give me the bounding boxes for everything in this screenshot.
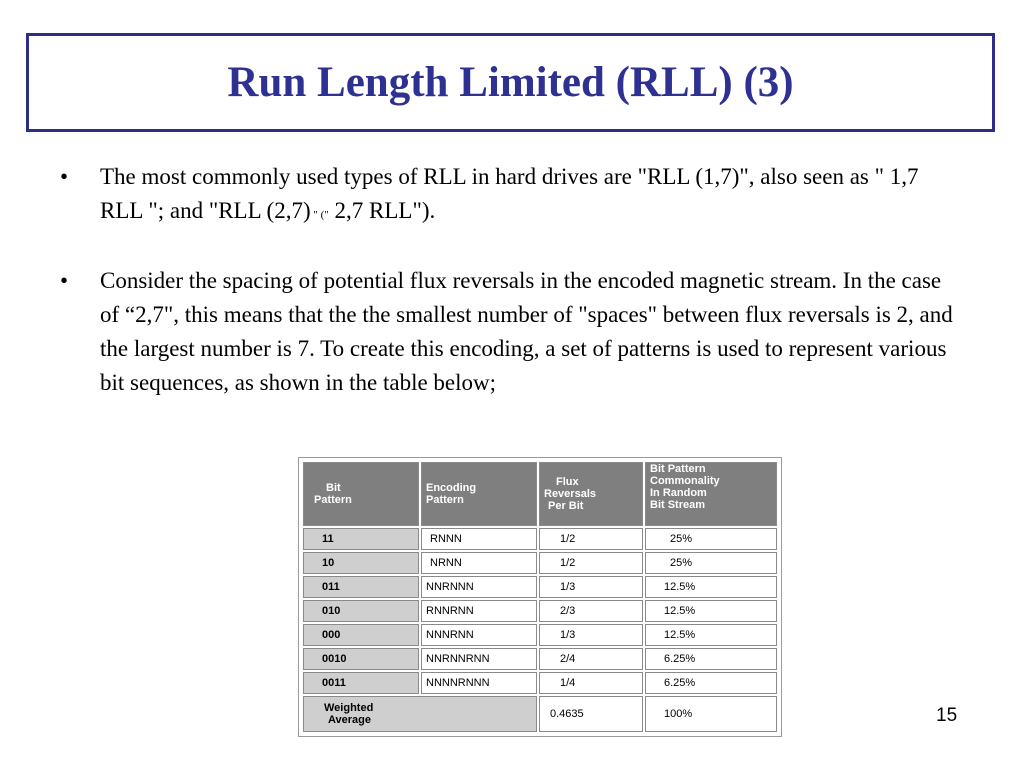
header-line: Encoding: [426, 482, 477, 494]
cell-commonality: 12.5%: [645, 576, 777, 598]
cell-encoding: NNRNNN: [421, 576, 537, 598]
header-line: Bit: [326, 482, 341, 494]
cell-commonality: 12.5%: [645, 624, 777, 646]
cell-bit-pattern: 0010: [303, 648, 419, 670]
bullet-text: Consider the spacing of potential flux reversals in the encoded magnetic stream. In the case of “2,7", this means that the the smallest number of "spaces" between flux reversals is 2, and the largest number is 7. To create this encoding, a set of patterns is used to represent various bit sequences, as shown in the table below;: [100, 268, 953, 395]
cell-flux: 2/3: [539, 600, 643, 622]
table-row: [303, 528, 777, 550]
slide-title: Run Length Limited (RLL) (3): [227, 59, 794, 106]
header-line: Flux: [556, 476, 579, 488]
header-flux-reversals: [539, 462, 643, 526]
cell-flux: 2/4: [539, 648, 643, 670]
weighted-average-label: [303, 696, 537, 732]
header-line: Commonality: [650, 475, 720, 487]
bullet-item: [60, 264, 960, 400]
cell-bit-pattern: 10: [303, 552, 419, 574]
bullet-text-end: 2,7 RLL").: [328, 198, 436, 223]
table-footer-row: [303, 696, 777, 732]
cell-flux: 1/2: [539, 552, 643, 574]
footer-label-line: Weighted: [324, 702, 374, 714]
cell-commonality: 25%: [645, 528, 777, 550]
cell-commonality: 6.25%: [645, 648, 777, 670]
cell-bit-pattern: 010: [303, 600, 419, 622]
cell-flux: 1/3: [539, 624, 643, 646]
cell-bit-pattern: 011: [303, 576, 419, 598]
cell-flux: 1/4: [539, 672, 643, 694]
table-row: [303, 624, 777, 646]
header-line: Pattern: [314, 494, 352, 506]
bullet-item: [60, 160, 960, 232]
header-line: Reversals: [544, 488, 596, 500]
header-encoding-pattern: [421, 462, 537, 526]
table-row: [303, 648, 777, 670]
table-row: [303, 552, 777, 574]
table-row: [303, 600, 777, 622]
bullet-text-small: " (": [310, 209, 329, 221]
table-row: [303, 672, 777, 694]
cell-encoding: RNNRNN: [421, 600, 537, 622]
header-line: Bit Stream: [650, 499, 706, 511]
header-line: Per Bit: [548, 500, 584, 512]
header-bit-pattern: [303, 462, 419, 526]
cell-flux: 1/3: [539, 576, 643, 598]
cell-encoding: NNNNRNNN: [421, 672, 537, 694]
title-box: [26, 33, 995, 132]
bullet-marker: •: [60, 164, 69, 189]
weighted-average-flux: 0.4635: [539, 696, 643, 732]
header-line: Bit Pattern: [650, 463, 706, 475]
cell-encoding: NNNRNN: [421, 624, 537, 646]
cell-bit-pattern: 0011: [303, 672, 419, 694]
header-line: In Random: [650, 487, 707, 499]
table-row: [303, 576, 777, 598]
cell-flux: 1/2: [539, 528, 643, 550]
bullet-list: [60, 160, 960, 432]
table-header-row: [303, 462, 777, 526]
cell-commonality: 25%: [645, 552, 777, 574]
rll-table-grid: [301, 460, 779, 734]
cell-commonality: 6.25%: [645, 672, 777, 694]
header-line: Pattern: [426, 494, 464, 506]
footer-label-line: Average: [328, 714, 372, 726]
cell-commonality: 12.5%: [645, 600, 777, 622]
bullet-text: The most commonly used types of RLL in hard drives are "RLL (1,7)", also seen as " 1,7 RLL "; and "RLL (2,7): [100, 164, 919, 223]
page-number: 15: [936, 705, 958, 726]
header-commonality: [645, 462, 777, 526]
cell-bit-pattern: 000: [303, 624, 419, 646]
cell-encoding: NNRNNRNN: [421, 648, 537, 670]
cell-encoding: NRNN: [421, 552, 537, 574]
cell-bit-pattern: 11: [303, 528, 419, 550]
cell-encoding: RNNN: [421, 528, 537, 550]
rll-table: [298, 457, 782, 737]
bullet-marker: •: [60, 268, 69, 293]
weighted-average-commonality: 100%: [645, 696, 777, 732]
